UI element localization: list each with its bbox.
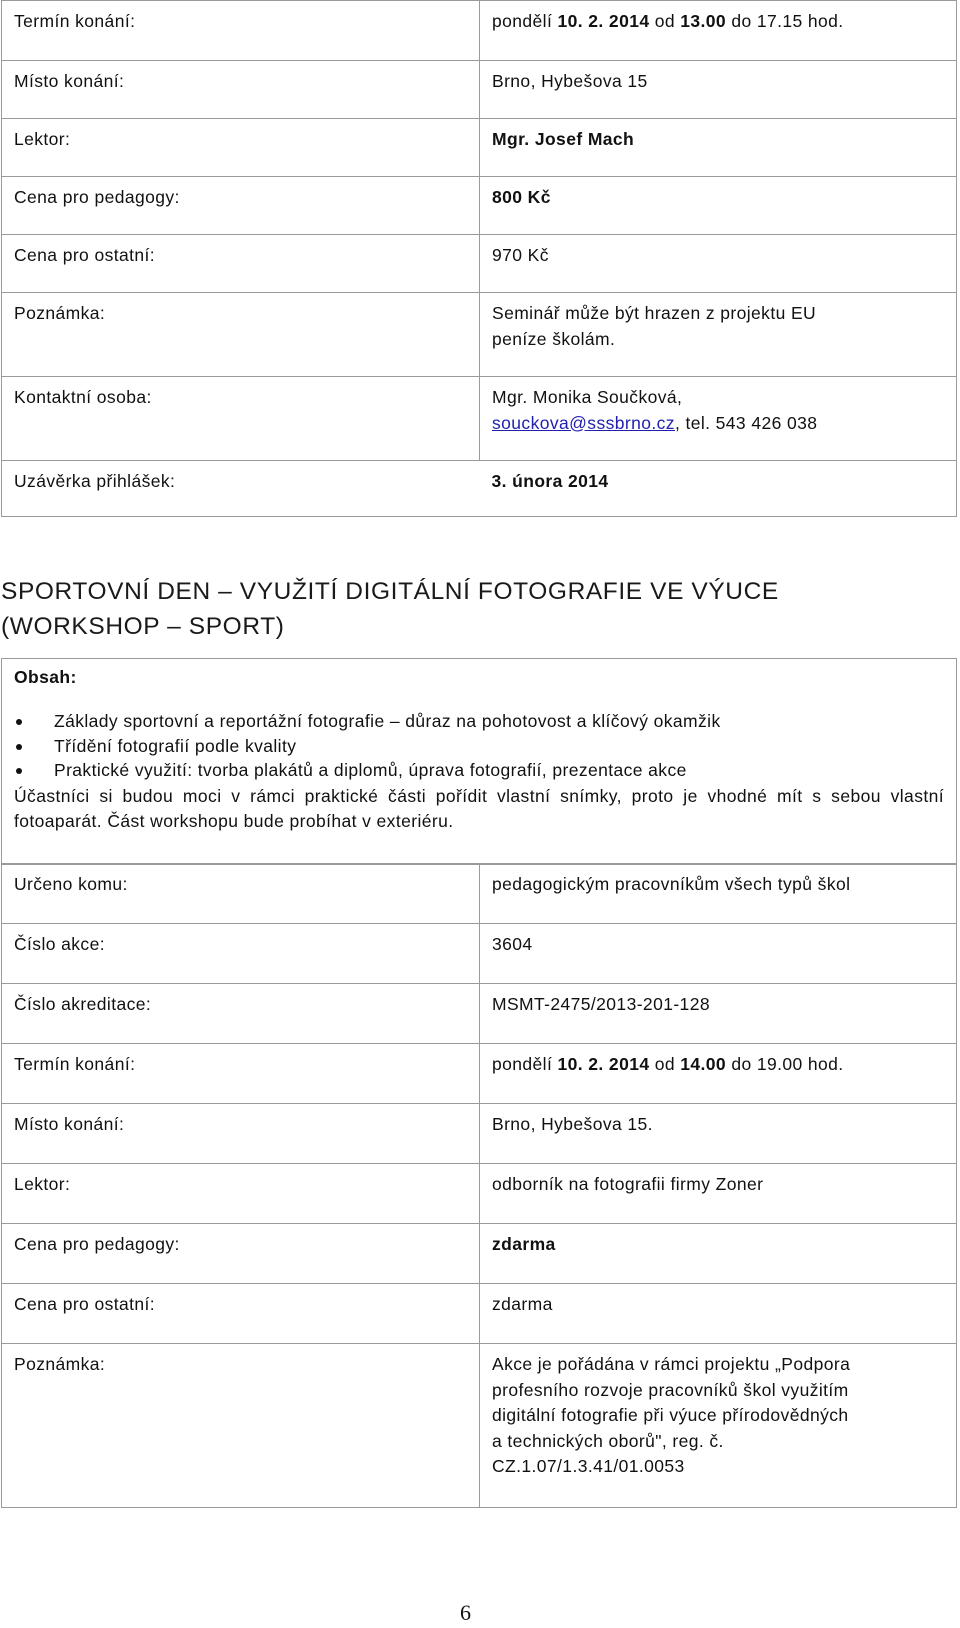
- value-date: pondělí 10. 2. 2014 od 14.00 do 19.00 hod.: [480, 1044, 957, 1104]
- label-lecturer: Lektor:: [2, 119, 480, 177]
- value-deadline: 3. února 2014: [480, 461, 957, 517]
- label-deadline: Uzávěrka přihlášek:: [2, 461, 480, 517]
- table-row: [2, 1, 957, 61]
- table-row: [2, 235, 957, 293]
- label-price-others: Cena pro ostatní:: [2, 1284, 480, 1344]
- content-bullet-list: [14, 709, 721, 783]
- value-note: Akce je pořádána v rámci projektu „Podpora profesního rozvoje pracovníků škol využitím digitální fotografie při výuce přírodovědných a technických oborů", reg. č. CZ.1.07/1.3.41/01.0053: [480, 1344, 957, 1508]
- value-note: Seminář může být hrazen z projektu EU peníze školám.: [480, 293, 957, 377]
- table-row: [2, 1224, 957, 1284]
- value-lecturer: Mgr. Josef Mach: [480, 119, 957, 177]
- bullet-icon: [16, 744, 22, 750]
- label-price-teachers: Cena pro pedagogy:: [2, 177, 480, 235]
- value-price-teachers: zdarma: [480, 1224, 957, 1284]
- section-heading: [1, 574, 951, 644]
- label-date: Termín konání:: [2, 1044, 480, 1104]
- list-item: Základy sportovní a reportážní fotografie – důraz na pohotovost a klíčový okamžik: [14, 709, 721, 734]
- table-row: [2, 61, 957, 119]
- value-event-number: 3604: [480, 924, 957, 984]
- value-price-others: 970 Kč: [480, 235, 957, 293]
- bullet-icon: [16, 768, 22, 774]
- label-price-teachers: Cena pro pedagogy:: [2, 1224, 480, 1284]
- label-target: Určeno komu:: [2, 864, 480, 924]
- value-place: Brno, Hybešova 15.: [480, 1104, 957, 1164]
- table-row: [2, 864, 957, 924]
- heading-line-1: SPORTOVNÍ DEN – VYUŽITÍ DIGITÁLNÍ FOTOGRAFIE VE VÝUCE: [1, 578, 779, 605]
- label-accreditation: Číslo akreditace:: [2, 984, 480, 1044]
- content-box: [1, 658, 957, 865]
- course-details-table: [1, 0, 957, 517]
- label-contact: Kontaktní osoba:: [2, 377, 480, 461]
- label-lecturer: Lektor:: [2, 1164, 480, 1224]
- workshop-details-table: [1, 863, 957, 1508]
- contact-email-link[interactable]: souckova@sssbrno.cz: [492, 412, 675, 433]
- page-number: 6: [460, 1600, 471, 1625]
- value-target: pedagogickým pracovníkům všech typů škol: [480, 864, 957, 924]
- label-note: Poznámka:: [2, 1344, 480, 1508]
- label-price-others: Cena pro ostatní:: [2, 235, 480, 293]
- value-accreditation: MSMT-2475/2013-201-128: [480, 984, 957, 1044]
- value-contact: Mgr. Monika Součková, souckova@sssbrno.cz, tel. 543 426 038: [480, 377, 957, 461]
- table-row: [2, 177, 957, 235]
- bullet-icon: [16, 719, 22, 725]
- content-paragraph: Účastníci si budou moci v rámci praktické části pořídit vlastní snímky, proto je vhodné mít s sebou vlastní fotoaparát. Část workshopu bude probíhat v exteriéru.: [14, 786, 944, 831]
- table-row: [2, 377, 957, 461]
- table-row: [2, 293, 957, 377]
- label-event-number: Číslo akce:: [2, 924, 480, 984]
- value-lecturer: odborník na fotografii firmy Zoner: [480, 1164, 957, 1224]
- value-price-others: zdarma: [480, 1284, 957, 1344]
- value-place: Brno, Hybešova 15: [480, 61, 957, 119]
- table-row: [2, 461, 957, 517]
- table-row: [2, 924, 957, 984]
- table-row: [2, 984, 957, 1044]
- table-row: [2, 1164, 957, 1224]
- label-date: Termín konání:: [2, 1, 480, 61]
- table-row: [2, 1044, 957, 1104]
- table-row: [2, 119, 957, 177]
- list-item: Třídění fotografií podle kvality: [14, 734, 721, 759]
- table-row: [2, 1104, 957, 1164]
- value-date: pondělí 10. 2. 2014 od 13.00 do 17.15 hod.: [480, 1, 957, 61]
- table-row: [2, 1344, 957, 1508]
- label-note: Poznámka:: [2, 293, 480, 377]
- label-place: Místo konání:: [2, 1104, 480, 1164]
- table-row: [2, 1284, 957, 1344]
- list-item: Praktické využití: tvorba plakátů a diplomů, úprava fotografií, prezentace akce: [14, 758, 721, 783]
- value-price-teachers: 800 Kč: [480, 177, 957, 235]
- heading-line-2: (WORKSHOP – SPORT): [1, 613, 285, 640]
- content-title: Obsah:: [14, 667, 77, 687]
- label-place: Místo konání:: [2, 61, 480, 119]
